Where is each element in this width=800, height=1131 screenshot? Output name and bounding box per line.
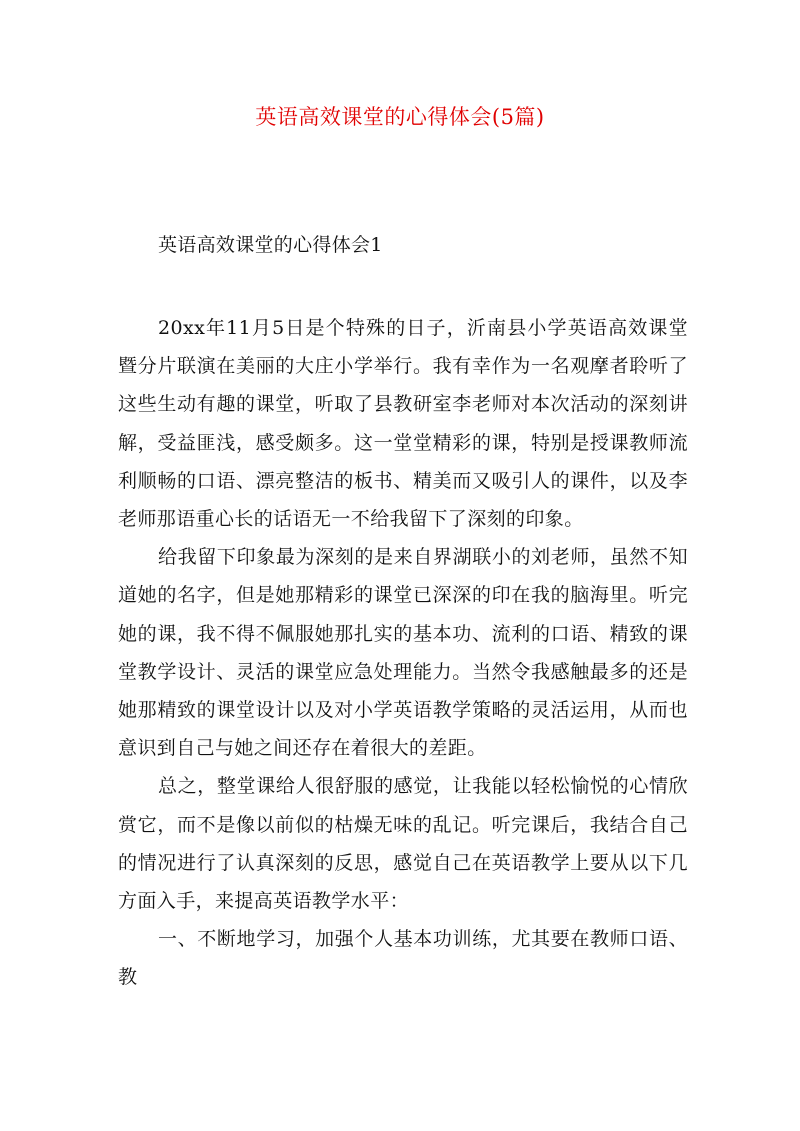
paragraph: 总之，整堂课给人很舒服的感觉，让我能以轻松愉悦的心情欣赏它，而不是像以前似的枯燥无味的乱记。听完课后，我结合自己的情况进行了认真深刻的反思，感觉自己在英语教学上要从以下几方面入手，来提高英语教学水平： <box>118 775 688 913</box>
paragraph: 一、不断地学习，加强个人基本功训练，尤其要在教师口语、教 <box>118 928 688 989</box>
body-text <box>118 309 688 997</box>
paragraph: 给我留下印象最为深刻的是来自界湖联小的刘老师，虽然不知道她的名字，但是她那精彩的课堂已深深的印在我的脑海里。听完她的课，我不得不佩服她那扎实的基本功、流利的口语、精致的课堂教学设计、灵活的课堂应急处理能力。当然令我感触最多的还是她那精致的课堂设计以及对小学英语教学策略的灵活运用，从而也意识到自己与她之间还存在着很大的差距。 <box>118 546 688 760</box>
paragraph: 20xx年11月5日是个特殊的日子，沂南县小学英语高效课堂暨分片联演在美丽的大庄小学举行。我有幸作为一名观摩者聆听了这些生动有趣的课堂，听取了县教研室李老师对本次活动的深刻讲解，受益匪浅，感受颇多。这一堂堂精彩的课，特别是授课教师流利顺畅的口语、漂亮整洁的板书、精美而又吸引人的课件，以及李老师那语重心长的话语无一不给我留下了深刻的印象。 <box>118 317 688 531</box>
section-heading: 英语高效课堂的心得体会1 <box>158 234 383 256</box>
document-title: 英语高效课堂的心得体会(5篇) <box>255 105 545 129</box>
